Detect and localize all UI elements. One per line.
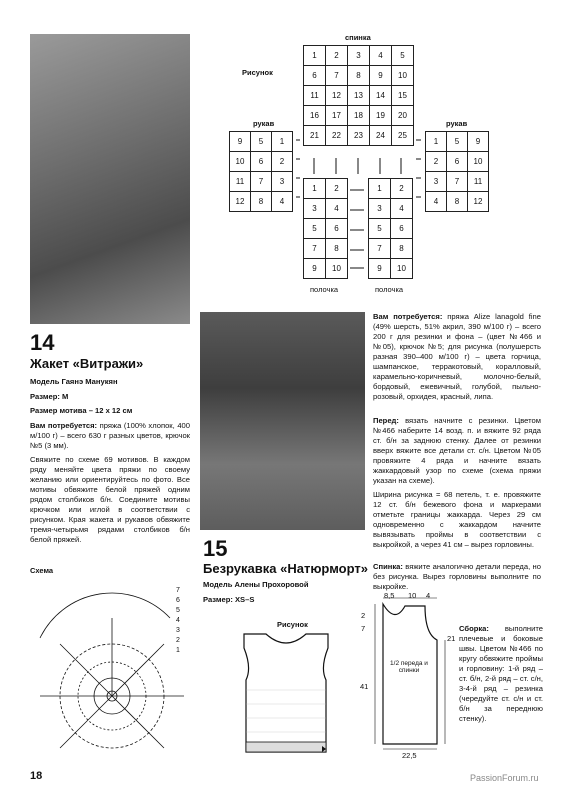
vest-photo <box>200 312 365 530</box>
page-number: 18 <box>30 770 43 782</box>
model14-title: Жакет «Витражи» <box>30 356 144 371</box>
motif-cell: 5 <box>392 46 414 66</box>
motif-cell: 5 <box>251 132 272 152</box>
motif-cell: 12 <box>468 192 489 212</box>
shelf-right-label: полочка <box>375 285 404 294</box>
motif-cell: 2 <box>391 179 413 199</box>
motif-cell: 2 <box>326 179 348 199</box>
motif-cell: 2 <box>326 46 348 66</box>
motif-cell: 3 <box>304 199 326 219</box>
motif-cell: 5 <box>304 219 326 239</box>
motif-cell: 12 <box>230 192 251 212</box>
motif-cell: 20 <box>392 106 414 126</box>
svg-text:1: 1 <box>176 647 180 654</box>
motif-cell: 6 <box>391 219 413 239</box>
motif-cell: 4 <box>370 46 392 66</box>
model14-motif-size: Размер мотива – 12 х 12 см <box>30 406 133 415</box>
jacket-photo <box>30 34 190 324</box>
motif-cell: 10 <box>391 259 413 279</box>
back-grid <box>303 45 414 146</box>
model15-number: 15 <box>203 536 228 561</box>
motif-cell: 10 <box>468 152 489 172</box>
motif-cell: 12 <box>326 86 348 106</box>
scheme-figure-label: Рисунок <box>242 68 273 77</box>
motif-cell: 9 <box>230 132 251 152</box>
model15-materials-text: пряжа Alize lanagold fine (49% шерсть, 51% акрил, 390 м/100 г) – всего 200 г для резинки и фона – (цвет №466 и №05), крючок №5; для рисунка (полушерсть разная 390–400 м/100 г) – цвета горчица, шампанское, терракотовый, коралловый, карамельно-коричневый, молочно-белый, бордовый, ежевичный, голубой, пыльно-розовый, орхидея, красный, липа. <box>373 312 541 401</box>
svg-text:7: 7 <box>176 587 180 594</box>
vest-figure <box>226 628 346 758</box>
model15-size: Размер: XS–S <box>203 595 255 604</box>
motif-cell: 3 <box>369 199 391 219</box>
sleeve-left-label: рукав <box>253 119 275 128</box>
model15-assembly-text: выполните плечевые и боковые швы. Цветом №466 по кругу обвяжите проймы и горловину: 1-й ряд – ст. б/н, 2-й ряд – ст. с/н, 3-4-й ряд – резинка (чередуйте ст. с/н и ст. б/н за переднюю стенку). <box>459 624 543 723</box>
model15-back-text: вяжите аналогично детали переда, но без рисунка. Вырез горловины выполните по выкройке. <box>373 562 541 591</box>
svg-text:2: 2 <box>176 637 180 644</box>
model14-size: Размер: М <box>30 392 69 401</box>
motif-cell: 9 <box>369 259 391 279</box>
model15-materials-head: Вам потребуется: <box>373 312 443 321</box>
svg-text:4: 4 <box>176 617 180 624</box>
motif-cell: 10 <box>326 259 348 279</box>
model14-author: Модель Гаянэ Манукян <box>30 377 118 386</box>
sleeve-right-label: рукав <box>446 119 468 128</box>
dim-left-top: 2 <box>361 611 366 620</box>
dim-left-2: 7 <box>361 624 366 633</box>
motif-cell: 22 <box>326 126 348 146</box>
motif-cell: 1 <box>304 179 326 199</box>
motif-cell: 4 <box>272 192 293 212</box>
model15-front-2: Ширина рисунка = 68 петель, т. е. провяжите 12 ст. б/н бежевого фона и маркерами отметьте границы жаккарда. Через 29 см одновременно с жаккардом начните вывязывать проймы в соответствии с выкройкой, а через 41 см – вырез горловины. <box>373 490 541 549</box>
motif-cell: 9 <box>370 66 392 86</box>
motif-cell: 2 <box>426 152 447 172</box>
motif-cell: 23 <box>348 126 370 146</box>
model15-figure-label: Рисунок <box>277 620 308 629</box>
motif-cell: 11 <box>304 86 326 106</box>
shelf-left-label: полочка <box>310 285 339 294</box>
motif-cell: 1 <box>426 132 447 152</box>
motif-cell: 24 <box>370 126 392 146</box>
motif-cell: 5 <box>369 219 391 239</box>
motif-cell: 8 <box>251 192 272 212</box>
motif-cell: 5 <box>447 132 468 152</box>
motif-cell: 10 <box>392 66 414 86</box>
model15-author: Модель Алены Прохоровой <box>203 580 309 589</box>
model15-front-text: вязать начните с резинки. Цветом №466 наберите 14 возд. п. и вяжите 92 ряда ст. б/н за заднюю стенку. Далее от резинки вверх вяжите все детали ст. с/н. Цветом №05 провяжите 4 ряда и начните вязать жаккардовый узор по схеме (схема пряжи указан на схеме). <box>373 416 541 485</box>
motif-cell: 13 <box>348 86 370 106</box>
motif-cell: 8 <box>348 66 370 86</box>
motif-cell: 7 <box>447 172 468 192</box>
model15-assembly-head: Сборка: <box>459 624 489 633</box>
motif-cell: 3 <box>426 172 447 192</box>
dim-bottom: 22,5 <box>402 751 417 760</box>
motif-cell: 21 <box>304 126 326 146</box>
dim-top-2: 10 <box>408 591 417 600</box>
motif-cell: 25 <box>392 126 414 146</box>
motif-cell: 1 <box>272 132 293 152</box>
motif-cell: 6 <box>304 66 326 86</box>
motif-cell: 4 <box>391 199 413 219</box>
pattern-center-label: 1/2 переда и спинки <box>390 660 428 674</box>
sleeve-left-grid <box>229 131 293 212</box>
motif-cell: 11 <box>468 172 489 192</box>
model14-body: Свяжите по схеме 69 мотивов. В каждом ряду меняйте цвета пряжи по своему желанию или ориентируйтесь по фото. Все мотивы обвяжите белой пряжей одним рядом столбиков б/н. Соедините мотивы крючком или иглой в соответствии с рисунком. Края жакета и рукавов обвяжите тремя-четырьмя рядами столбиков б/н белой пряжей. <box>30 455 190 544</box>
front-right-grid <box>368 178 413 279</box>
crochet-motif-diagram <box>30 578 210 753</box>
model15-assembly <box>459 624 543 724</box>
motif-cell: 2 <box>272 152 293 172</box>
motif-cell: 7 <box>369 239 391 259</box>
back-label: спинка <box>345 33 371 42</box>
model15-front-head: Перед: <box>373 416 399 425</box>
motif-cell: 9 <box>304 259 326 279</box>
model14-materials-text: пряжа (100% хлопок, 400 м/100 г) – всего 630 г разных цветов, крючок №5 (3 мм). <box>30 421 190 450</box>
motif-cell: 4 <box>426 192 447 212</box>
model15-materials <box>373 312 541 402</box>
motif-cell: 7 <box>326 66 348 86</box>
motif-cell: 10 <box>230 152 251 172</box>
motif-cell: 8 <box>447 192 468 212</box>
model15-front <box>373 416 541 486</box>
dim-top-3: 4 <box>426 591 431 600</box>
motif-cell: 16 <box>304 106 326 126</box>
motif-cell: 18 <box>348 106 370 126</box>
motif-cell: 1 <box>304 46 326 66</box>
svg-text:3: 3 <box>176 627 180 634</box>
motif-cell: 7 <box>251 172 272 192</box>
motif-cell: 6 <box>447 152 468 172</box>
model15-back <box>373 562 541 592</box>
motif-cell: 4 <box>326 199 348 219</box>
model14-materials-head: Вам потребуется: <box>30 421 98 430</box>
motif-cell: 8 <box>326 239 348 259</box>
model15-back-head: Спинка: <box>373 562 403 571</box>
motif-cell: 15 <box>392 86 414 106</box>
motif-cell: 3 <box>348 46 370 66</box>
svg-text:5: 5 <box>176 607 180 614</box>
motif-cell: 17 <box>326 106 348 126</box>
model14-number: 14 <box>30 330 55 355</box>
svg-text:6: 6 <box>176 597 180 604</box>
vest-pattern-diagram <box>355 594 455 754</box>
motif-cell: 8 <box>391 239 413 259</box>
site-watermark: PassionForum.ru <box>470 773 539 783</box>
motif-cell: 7 <box>304 239 326 259</box>
motif-cell: 19 <box>370 106 392 126</box>
motif-cell: 9 <box>468 132 489 152</box>
sleeve-right-grid <box>425 131 489 212</box>
dim-right: 21 <box>447 634 456 643</box>
front-left-grid <box>303 178 348 279</box>
model14-scheme-label: Схема <box>30 566 54 575</box>
motif-cell: 3 <box>272 172 293 192</box>
motif-cell: 11 <box>230 172 251 192</box>
motif-cell: 6 <box>326 219 348 239</box>
motif-cell: 6 <box>251 152 272 172</box>
dim-top-1: 8,5 <box>384 591 395 600</box>
motif-cell: 14 <box>370 86 392 106</box>
model15-title: Безрукавка «Натюрморт» <box>203 561 368 576</box>
model14-materials <box>30 421 190 451</box>
motif-cell: 1 <box>369 179 391 199</box>
dim-left-total: 41 <box>360 682 369 691</box>
